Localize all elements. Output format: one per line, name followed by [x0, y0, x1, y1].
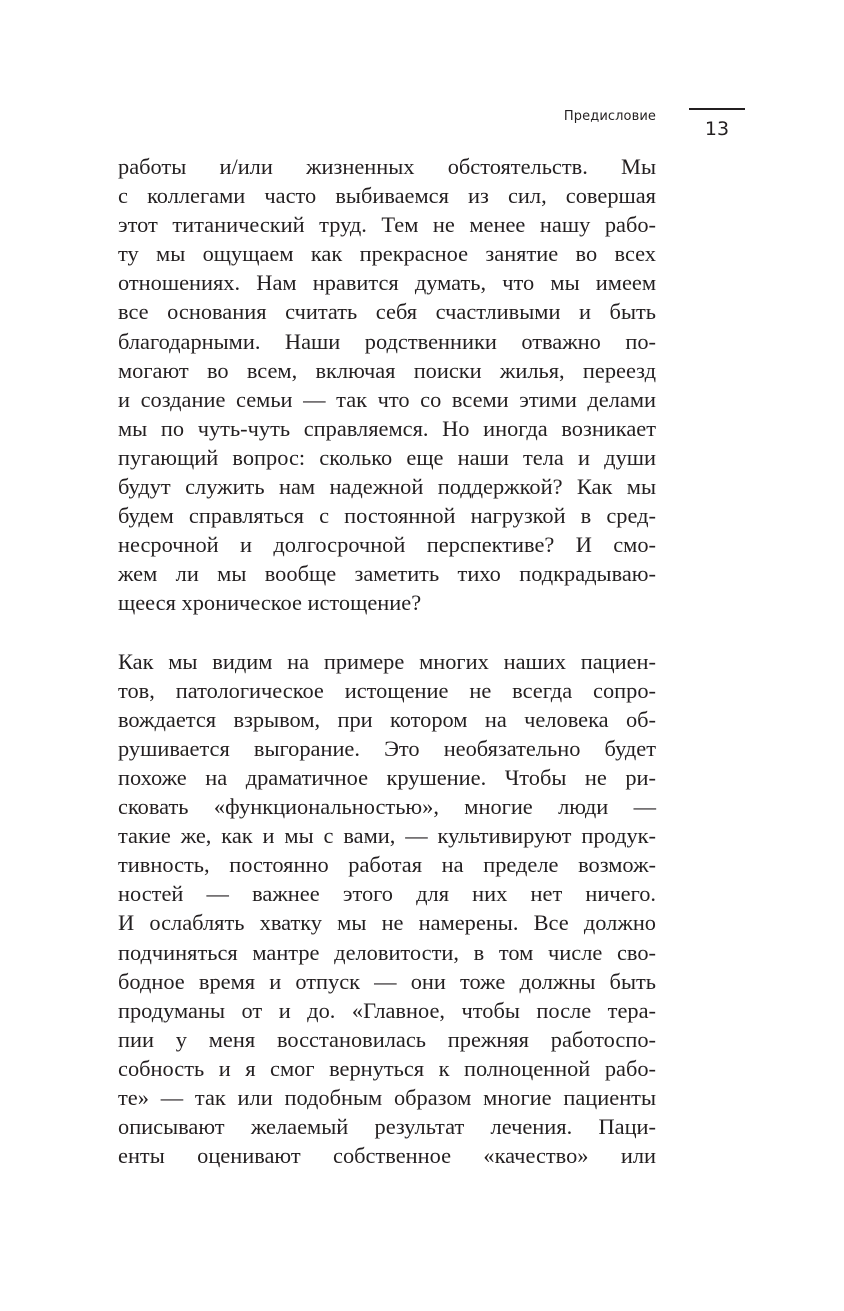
- text-line: похоже на драматичное крушение. Чтобы не ри-: [118, 764, 656, 790]
- text-line: работы и/или жизненных обстоятельств. Мы: [118, 154, 656, 179]
- text-line: рушивается выгорание. Это необязательно будет: [118, 735, 656, 761]
- text-line: ту мы ощущаем как прекрасное занятие во всех: [118, 241, 656, 267]
- text-line: несрочной и долгосрочной перспективе? И смо-: [118, 532, 656, 558]
- text-line: такие же, как и мы с вами, — культивируют продук-: [118, 823, 656, 849]
- text-line: собность и я смог вернуться к полноценной рабо-: [118, 1055, 656, 1081]
- text-line: И ослаблять хватку мы не намерены. Все должно: [118, 910, 656, 936]
- text-line: бодное время и отпуск — они тоже должны быть: [118, 968, 656, 994]
- text-line: жем ли мы вообще заметить тихо подкрадываю-: [118, 561, 656, 587]
- text-line: сковать «функциональностью», многие люди —: [118, 794, 656, 820]
- text-line: отношениях. Нам нравится думать, что мы имеем: [118, 270, 656, 296]
- text-line: тивность, постоянно работая на пределе возмож-: [118, 852, 656, 878]
- text-line: ностей — важнее этого для них нет ничего.: [118, 881, 656, 907]
- body-text: [118, 152, 656, 1170]
- text-line: благодарными. Наши родственники отважно по-: [118, 328, 656, 354]
- text-line: пии у меня восстановилась прежняя работоспо-: [118, 1026, 656, 1052]
- text-line: могают во всем, включая поиски жилья, переезд: [118, 357, 656, 383]
- text-line: этот титанический труд. Тем не менее нашу рабо-: [118, 212, 656, 238]
- text-line: енты оценивают собственное «качество» или: [118, 1143, 656, 1169]
- text-line: тов, патологическое истощение не всегда сопро-: [118, 677, 656, 703]
- text-line: все основания считать себя счастливыми и быть: [118, 299, 656, 325]
- text-line: будут служить нам надежной поддержкой? Как мы: [118, 474, 656, 500]
- paragraph-2: [118, 647, 656, 1171]
- text-line: будем справляться с постоянной нагрузкой в сред-: [118, 503, 656, 529]
- paragraph-gap: [118, 618, 656, 647]
- text-line: вождается взрывом, при котором на человека об-: [118, 706, 656, 732]
- text-line: щееся хроническое истощение?: [118, 590, 422, 616]
- text-line: пугающий вопрос: сколько еще наши тела и души: [118, 444, 656, 470]
- text-line: мы по чуть-чуть справляемся. Но иногда возникает: [118, 415, 656, 441]
- folio-rule: [689, 108, 745, 110]
- text-line: Как мы видим на примере многих наших пациен-: [118, 648, 656, 674]
- running-head: Предисловие: [563, 109, 656, 124]
- text-line: подчиняться мантре деловитости, в том числе сво-: [118, 939, 656, 965]
- page-number: 13: [704, 118, 730, 140]
- text-line: те» — так или подобным образом многие пациенты: [118, 1085, 656, 1110]
- text-line: и создание семьи — так что со всеми этими делами: [118, 386, 656, 412]
- text-line: продуманы от и до. «Главное, чтобы после тера-: [118, 997, 656, 1023]
- text-line: с коллегами часто выбиваемся из сил, совершая: [118, 183, 656, 209]
- text-line: описывают желаемый результат лечения. Паци-: [118, 1114, 656, 1140]
- paragraph-1: [118, 152, 656, 618]
